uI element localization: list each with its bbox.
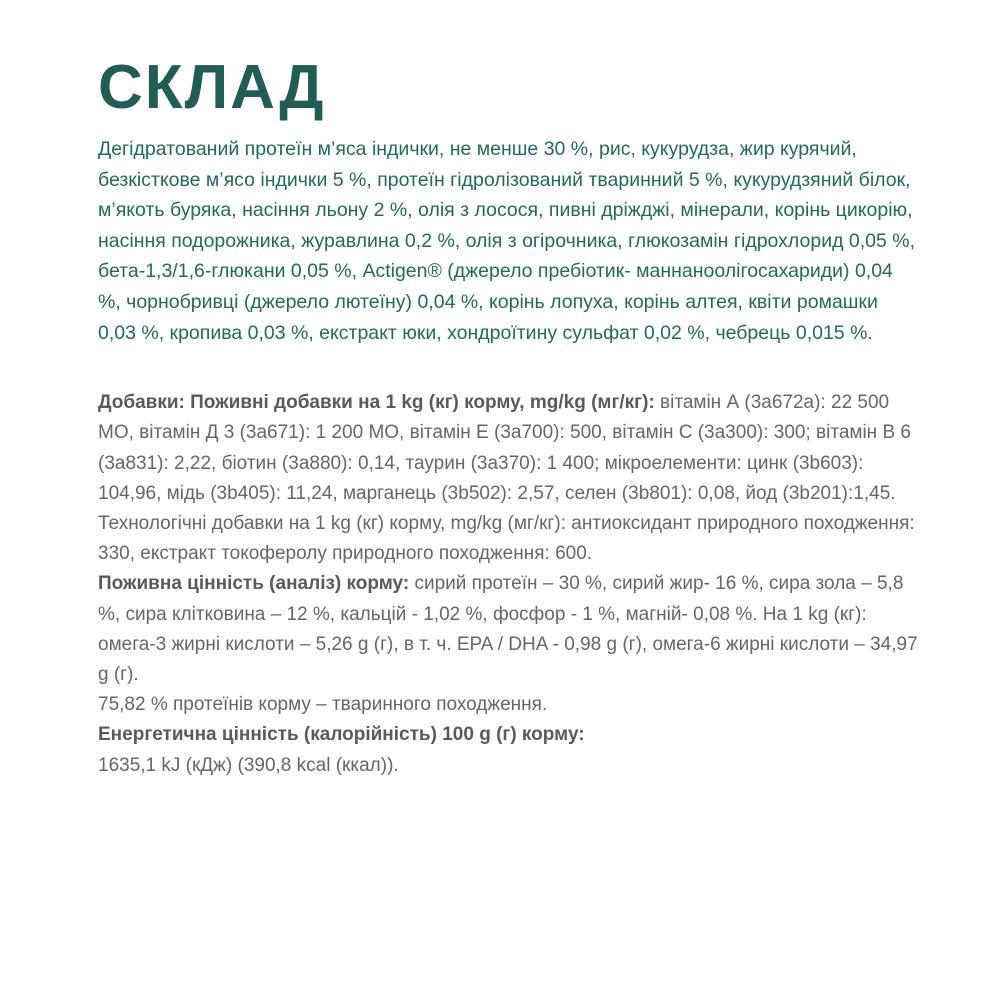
page-title: СКЛАД bbox=[98, 53, 326, 122]
nutrition-paragraph bbox=[98, 569, 918, 690]
energy-value: 1635,1 kJ (кДж) (390,8 kcal (ккал)). bbox=[98, 754, 399, 776]
additives-section bbox=[98, 388, 918, 781]
additives-paragraph bbox=[98, 388, 918, 569]
composition-text: Дегідратований протеїн м’яса індички, не менше 30 %, рис, кукурудза, жир курячий, безкісткове м’ясо індички 5 %, протеїн гідролізований тваринний 5 %, кукурудзяний білок, м’якоть буряка, насіння льону 2 %, олія з лосося, пивні дріжджі, мінерали, корінь цикорію, насіння подорожника, журавлина 0,2 %, олія з огірочника, глюкозамін гідрохлорид 0,05 %, бета-1,3/1,6-глюкани 0,05 %, Actigen® (джерело пребіотик- маннаноолігосахариди) 0,04 %, чорнобривці (джерело лютеїну) 0,04 %, корінь лопуха, корінь алтея, квіти ромашки 0,03 %, кропива 0,03 %, екстракт юки, хондроїтину сульфат 0,02 %, чебрець 0,015 %. bbox=[98, 138, 916, 344]
composition-page bbox=[98, 52, 918, 781]
additives-text: вітамін А (3a672a): 22 500 МО, вітамін Д 3 (3a671): 1 200 МО, вітамін Е (3a700): 500, вітамін С (3a300): 300; вітамін В 6 (3a831): 2,22, біотин (3a880): 0,14, таурин (3a370): 1 400; мікроелементи: цинк (3b603): 104,96, мідь (3b405): 11,24, марганець (3b502): 2,57, селен (3b801): 0,08, йод (3b201):1,45. Технологічні добавки на 1 kg (кг) корму, mg/kg (мг/кг): антиоксидант природного походження: 330, екстракт токоферолу природного походження: 600. bbox=[98, 392, 915, 565]
additives-label: Добавки: Поживні добавки на 1 kg (кг) корму, mg/kg (мг/кг): bbox=[98, 392, 655, 414]
protein-origin-text: 75,82 % протеїнів корму – тваринного походження. bbox=[98, 694, 548, 716]
nutrition-text: сирий протеїн – 30 %, сирий жир- 16 %, сира зола – 5,8 %, сира клітковина – 12 %, кальцій - 1,02 %, фосфор - 1 %, магній- 0,08 %. На 1 kg (кг): омега-3 жирні кислоти – 5,26 g (г), в т. ч. EPA / DHA - 0,98 g (г), омега-6 жирні кислоти – 34,97 g (г). bbox=[98, 573, 918, 685]
nutrition-label: Поживна цінність (аналіз) корму: bbox=[98, 573, 410, 595]
energy-label: Енергетична цінність (калорійність) 100 g (г) корму: bbox=[98, 724, 585, 746]
energy-paragraph bbox=[98, 720, 918, 750]
